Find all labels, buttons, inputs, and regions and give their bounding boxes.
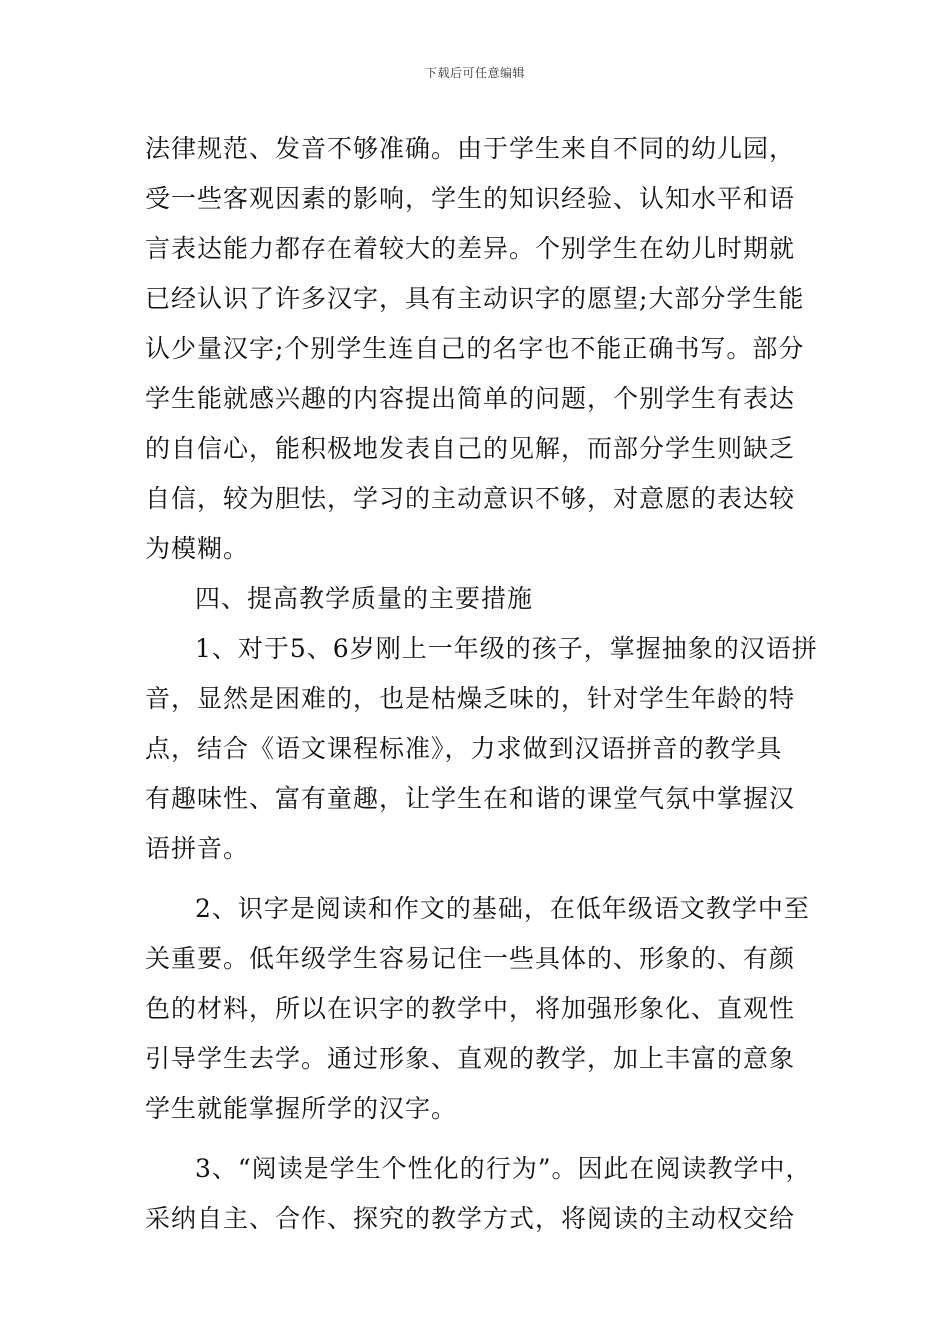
text-line: 采纳自主、合作、探究的教学方式，将阅读的主动权交给 [145,1204,796,1233]
paragraph-gap [145,1134,810,1144]
text-line: 已经认识了许多汉字，具有主动识字的愿望;大部分学生能 [145,284,805,313]
text-line: 认少量汉字;个别学生连自己的名字也不能正确书写。部分 [145,334,805,363]
text-line: 自信，较为胆怯，学习的主动意识不够，对意愿的表达较 [145,484,796,513]
paragraph-measure-3 [145,1144,810,1244]
text-line: 言表达能力都存在着较大的差异。个别学生在幼儿时期就 [145,234,796,263]
text-line: 为模糊。 [145,534,250,563]
text-line: 色的材料，所以在识字的教学中，将加强形象化、直观性 [145,994,796,1023]
paragraph-measure-2 [145,884,810,1134]
page-header-watermark: 下载后可任意编辑 [424,66,525,80]
paragraph-learning-differences [145,124,810,574]
paragraph-measure-1 [145,624,818,874]
text-line: 的自信心，能积极地发表自己的见解，而部分学生则缺乏 [145,434,796,463]
text-line: 点，结合《语文课程标准》，力求做到汉语拼音的教学具 [145,734,783,763]
document-body [145,124,818,1244]
text-line: 3、“阅读是学生个性化的行为”。因此在阅读教学中， [195,1154,812,1183]
text-line: 法律规范、发音不够准确。由于学生来自不同的幼儿园， [145,134,796,163]
text-line: 有趣味性、富有童趣，让学生在和谐的课堂气氛中掌握汉 [145,784,796,813]
section-heading: 四、提高教学质量的主要措施 [195,584,534,613]
text-line: 语拼音。 [145,834,250,863]
text-line: 2、识字是阅读和作文的基础，在低年级语文教学中至 [195,894,810,923]
section-heading-measures [145,574,810,624]
text-line: 1、对于5、6岁刚上一年级的孩子，掌握抽象的汉语拼 [195,634,818,663]
text-line: 学生就能掌握所学的汉字。 [145,1094,458,1123]
text-line: 引导学生去学。通过形象、直观的教学，加上丰富的意象 [145,1044,796,1073]
text-line: 关重要。低年级学生容易记住一些具体的、形象的、有颜 [145,944,796,973]
text-line: 音，显然是困难的，也是枯燥乏味的，针对学生年龄的特 [145,684,796,713]
paragraph-gap [145,874,810,884]
text-line: 受一些客观因素的影响，学生的知识经验、认知水平和语 [145,184,796,213]
text-line: 学生能就感兴趣的内容提出简单的问题，个别学生有表达 [145,384,796,413]
